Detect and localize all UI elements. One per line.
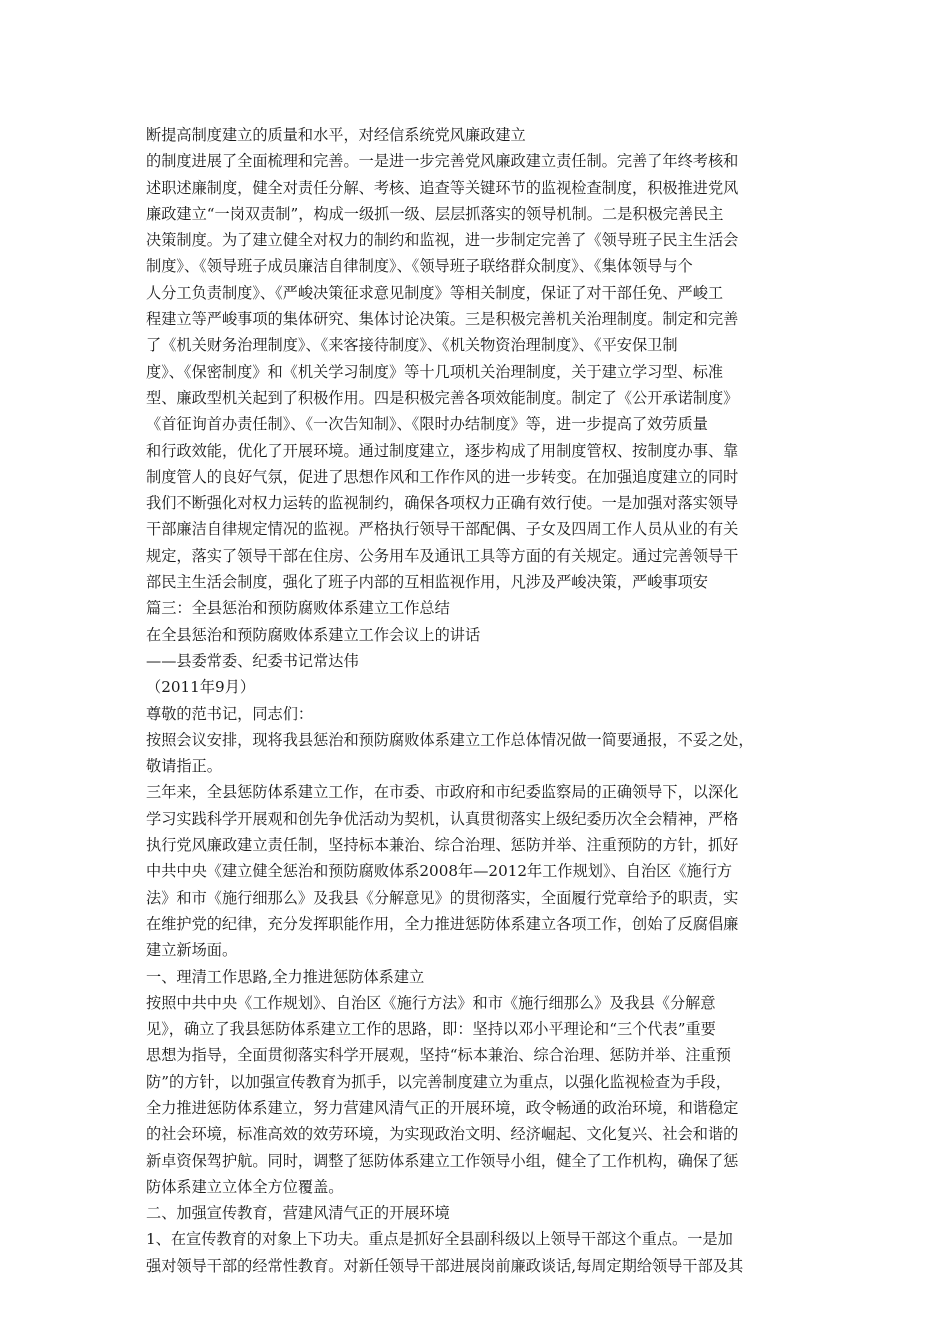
text-line: 人分工负责制度》、《严峻决策征求意见制度》等相关制度，保证了对干部任免、严峻工 bbox=[146, 283, 724, 302]
text-line: 法》和市《施行细那么》及我县《分解意见》的贯彻落实，全面履行党章给予的职责，实 bbox=[146, 888, 739, 907]
text-line: 学习实践科学开展观和创先争优活动为契机，认真贯彻落实上级纪委历次全会精神，严格 bbox=[146, 809, 739, 828]
text-line: 敬请指正。 bbox=[146, 757, 222, 776]
text-line: 在全县惩治和预防腐败体系建立工作会议上的讲话 bbox=[146, 625, 481, 644]
text-line: 执行党风廉政建立责任制，坚持标本兼治、综合治理、惩防并举、注重预防的方针，抓好 bbox=[146, 836, 739, 855]
text-line: 廉政建立“一岗双责制”，构成一级抓一级、层层抓落实的领导机制。二是积极完善民主 bbox=[146, 204, 724, 223]
text-line: 部民主生活会制度，强化了班子内部的互相监视作用，凡涉及严峻决策，严峻事项安 bbox=[146, 573, 708, 592]
text-line: 中共中央《建立健全惩治和预防腐败体系2008年—2012年工作规划》、自治区《施行方 bbox=[146, 862, 733, 881]
text-line: 制度管人的良好气氛，促进了思想作风和工作作风的进一步转变。在加强追度建立的同时 bbox=[146, 467, 739, 486]
text-line: 规定，落实了领导干部在住房、公务用车及通讯工具等方面的有关规定。通过完善领导干 bbox=[146, 546, 739, 565]
text-line: 按照中共中央《工作规划》、自治区《施行方法》和市《施行细那么》及我县《分解意 bbox=[146, 993, 716, 1012]
text-line: 一、理清工作思路,全力推进惩防体系建立 bbox=[146, 967, 425, 986]
document-body bbox=[146, 122, 814, 1279]
text-line: 防体系建立立体全方位覆盖。 bbox=[146, 1177, 344, 1196]
text-line: 见》，确立了我县惩防体系建立工作的思路，即：坚持以邓小平理论和“三个代表”重要 bbox=[146, 1020, 716, 1039]
text-line: （2011年9月） bbox=[146, 678, 256, 697]
text-line: 按照会议安排，现将我县惩治和预防腐败体系建立工作总体情况做一简要通报，不妥之处， bbox=[146, 730, 754, 749]
text-line: 1、在宣传教育的对象上下功夫。重点是抓好全县副科级以上领导干部这个重点。一是加 bbox=[146, 1230, 733, 1249]
text-line: 程建立等严峻事项的集体研究、集体讨论决策。三是积极完善机关治理制度。制定和完善 bbox=[146, 310, 739, 329]
text-line: 型、廉政型机关起到了积极作用。四是积极完善各项效能制度。制定了《公开承诺制度》 bbox=[146, 388, 739, 407]
text-line: 述职述廉制度，健全对责任分解、考核、追查等关键环节的监视检查制度，积极推进党风 bbox=[146, 178, 739, 197]
text-line: 干部廉洁自律规定情况的监视。严格执行领导干部配偶、子女及四周工作人员从业的有关 bbox=[146, 520, 739, 539]
text-line: 在维护党的纪律，充分发挥职能作用，全力推进惩防体系建立各项工作，创始了反腐倡廉 bbox=[146, 914, 739, 933]
text-line: 的制度进展了全面梳理和完善。一是进一步完善党风廉政建立责任制。完善了年终考核和 bbox=[146, 152, 739, 171]
text-line: ——县委常委、纪委书记常达伟 bbox=[146, 651, 359, 670]
text-line: 断提高制度建立的质量和水平，对经信系统党风廉政建立 bbox=[146, 126, 526, 144]
text-line: 制度》、《领导班子成员廉洁自律制度》、《领导班子联络群众制度》、《集体领导与个 bbox=[146, 257, 693, 276]
text-line: 了《机关财务治理制度》、《来客接待制度》、《机关物资治理制度》、《平安保卫制 bbox=[146, 336, 678, 355]
text-line: 二、加强宣传教育，营建风清气正的开展环境 bbox=[146, 1204, 450, 1223]
text-line: 强对领导干部的经常性教育。对新任领导干部进展岗前廉政谈话,每周定期给领导干部及其 bbox=[146, 1256, 744, 1275]
text-line: 思想为指导，全面贯彻落实科学开展观，坚持“标本兼治、综合治理、惩防并举、注重预 bbox=[146, 1046, 731, 1065]
text-line: 和行政效能，优化了开展环境。通过制度建立，逐步构成了用制度管权、按制度办事、靠 bbox=[146, 441, 739, 460]
text-line: 尊敬的范书记，同志们： bbox=[146, 704, 314, 723]
text-line: 的社会环境，标准高效的效劳环境，为实现政治文明、经济崛起、文化复兴、社会和谐的 bbox=[146, 1125, 739, 1144]
text-line: 我们不断强化对权力运转的监视制约，确保各项权力正确有效行使。一是加强对落实领导 bbox=[146, 494, 739, 513]
text-line: 度》、《保密制度》和《机关学习制度》等十几项机关治理制度，关于建立学习型、标准 bbox=[146, 362, 724, 381]
text-line: 篇三：全县惩治和预防腐败体系建立工作总结 bbox=[146, 599, 450, 618]
text-line: 新卓资保驾护航。同时，调整了惩防体系建立工作领导小组，健全了工作机构，确保了惩 bbox=[146, 1151, 739, 1170]
text-line: 防”的方针，以加强宣传教育为抓手，以完善制度建立为重点，以强化监视检查为手段， bbox=[146, 1072, 731, 1091]
text-line: 建立新场面。 bbox=[146, 941, 238, 960]
text-line: 三年来，全县惩防体系建立工作，在市委、市政府和市纪委监察局的正确领导下，以深化 bbox=[146, 783, 739, 802]
text-line: 《首征询首办责任制》、《一次告知制》、《限时办结制度》等，进一步提高了效劳质量 bbox=[146, 415, 708, 434]
text-line: 全力推进惩防体系建立，努力营建风清气正的开展环境，政令畅通的政治环境，和谐稳定 bbox=[146, 1098, 739, 1117]
text-line: 决策制度。为了建立健全对权力的制约和监视，进一步制定完善了《领导班子民主生活会 bbox=[146, 231, 739, 250]
